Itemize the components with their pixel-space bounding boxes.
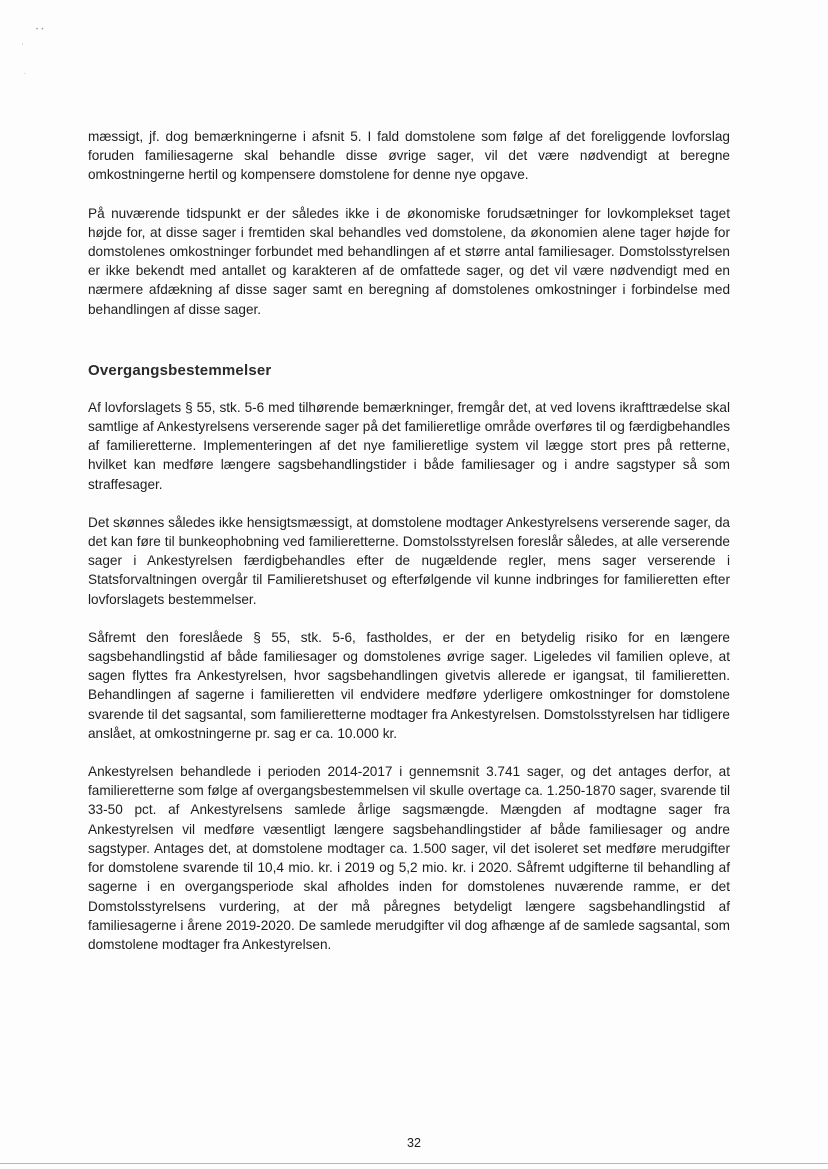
section-heading: Overgangsbestemmelser [88,361,272,379]
document-body [88,127,730,954]
body-paragraph: mæssigt, jf. dog bemærkningerne i afsnit 5. I fald domstolene som følge af det foreliggende lovforslag foruden familiesagerne skal behandle disse øvrige sager, vil det være nødvendigt at beregne omkostningerne hertil og kompensere domstolene for denne nye opgave. [88,129,730,183]
body-paragraph: Af lovforslagets § 55, stk. 5-6 med tilhørende bemærkninger, fremgår det, at ved lovens ikrafttrædelse skal samtlige af Ankestyrelsens verserende sager på det familieretlige område overføres til og færdigbehandles af familieretterne. Implementeringen af det nye familieretlige system vil lægge stort pres på retterne, hvilket kan medføre længere sagsbehandlingstider i både familiesager og i andre sagstyper så som straffesager. [88,399,730,492]
body-paragraph: Ankestyrelsen behandlede i perioden 2014-2017 i gennemsnit 3.741 sager, og det antages derfor, at familieretterne som følge af overgangsbestemmelsen vil skulle overtage ca. 1.250-1870 sager, svarende til 33-50 pct. af Ankestyrelsens samlede årlige sagsmængde. Mængden af modtagne sager fra Ankestyrelsen vil medføre væsentligt længere sagsbehandlingstider af både familiesager og andre sagstyper. Antages det, at domstolene modtager ca. 1.500 sager, vil det isoleret set medføre merudgifter for domstolene svarende til 10,4 mio. kr. i 2019 og 5,2 mio. kr. i 2020. Såfremt udgifterne til behandling af sagerne i en overgangsperiode skal afholdes inden for domstolenes nuværende ramme, er det Domstolsstyrelsens vurdering, at der må påregnes betydeligt længere sagsbehandlingstid af familiesagerne i årene 2019-2020. De samlede merudgifter vil dog afhænge af de samlede sagsantal, som domstolene modtager fra Ankestyrelsen. [88,764,730,952]
scan-speck-mark: ' [22,44,24,50]
scan-speck-mark: • • [36,27,44,33]
scan-speck-mark: . [24,70,26,76]
body-paragraph: Det skønnes således ikke hensigtsmæssigt, at domstolene modtager Ankestyrelsens verserende sager, da det kan føre til bunkeophobning ved familieretterne. Domstolsstyrelsen foreslår således, at alle verserende sager i Ankestyrelsen færdigbehandles efter de nugældende regler, mens sager verserende i Statsforvaltningen overgår til Familieretshuset og efterfølgende vil kunne indbringes for familieretten efter lovforslagets bestemmelser. [88,514,730,607]
body-paragraph: Såfremt den foreslåede § 55, stk. 5-6, fastholdes, er der en betydelig risiko for en længere sagsbehandlingstid af både familiesager og domstolenes øvrige sager. Ligeledes vil familien opleve, at sagen flyttes fra Ankestyrelsen, hvor sagsbehandlingen givetvis allerede er igangsat, til familieretten. Behandlingen af sagerne i familieretten vil endvidere medføre yderligere omkostninger for domstolene svarende til det sagsantal, som familieretterne modtager fra Ankestyrelsen. Domstolsstyrelsen har tidligere anslået, at omkostningerne pr. sag er ca. 10.000 kr. [88,629,730,741]
body-paragraph: På nuværende tidspunkt er der således ikke i de økonomiske forudsætninger for lovkomplekset taget højde for, at disse sager i fremtiden skal behandles ved domstolene, da økonomien alene tager højde for domstolenes omkostninger forbundet med behandlingen af et større antal familiesager. Domstolsstyrelsen er ikke bekendt med antallet og karakteren af de omfattede sager, og det vil være nødvendigt med en nærmere afdækning af disse sager samt en beregning af domstolenes omkostninger i forbindelse med behandlingen af disse sager. [88,205,730,317]
page-number: 32 [407,1136,421,1150]
bottom-edge-rule [0,1163,828,1164]
